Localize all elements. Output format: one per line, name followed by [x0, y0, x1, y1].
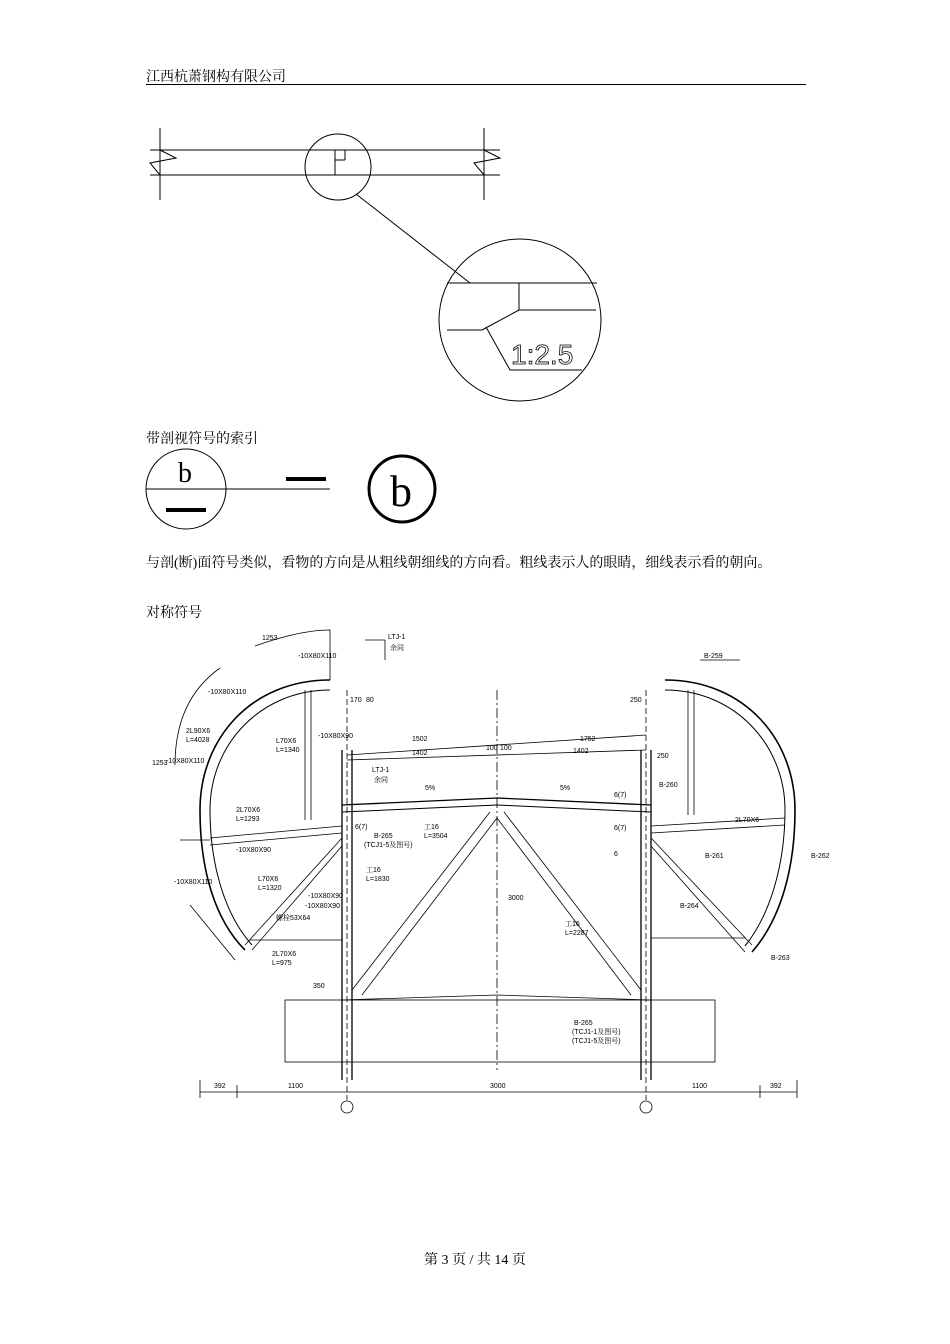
label-angle-2l90: 2L90X6	[186, 728, 211, 735]
label-b265-bot: B-265	[574, 1020, 593, 1027]
label-plate-110-top: -10X80X110	[298, 653, 337, 660]
label-angle-2l70-bot-len: L=975	[272, 960, 292, 967]
label-slope-left: 5%	[425, 785, 436, 792]
company-header: 江西杭萧钢构有限公司	[146, 70, 286, 85]
label-ltj1-mid-sub: 余同	[374, 777, 388, 784]
label-dim-350: 350	[313, 983, 325, 990]
label-ltj1-mid: LTJ-1	[372, 767, 390, 774]
label-angle-2l70-bot: 2L70X6	[272, 951, 297, 958]
label-b260: B-260	[659, 782, 678, 789]
label-plate-110-left1: -10X80X110	[208, 689, 247, 696]
label-i16-right: 工16	[565, 921, 580, 928]
label-dim-3000-vert: 3000	[508, 895, 524, 902]
label-i16-left-len: L=1830	[366, 876, 390, 883]
label-b261: B-261	[705, 853, 724, 860]
label-angle-l70-top-len: L=1340	[276, 747, 300, 754]
label-plate-110-left3: -10X80X110	[174, 879, 213, 886]
label-mark-6-7a: 6(7)	[614, 792, 627, 799]
label-dim-1253: 1253	[262, 635, 278, 642]
label-b259: B-259	[704, 653, 723, 660]
label-dim-1402a: 1402	[412, 750, 428, 757]
label-angle-l70-low: L70X6	[258, 876, 279, 883]
label-dim-392-right: 392	[770, 1083, 782, 1090]
label-angle-l70-low-len: L=1320	[258, 885, 282, 892]
label-mark-6-7b: 6(7)	[614, 825, 627, 832]
label-b264: B-264	[680, 903, 699, 910]
symmetry-caption: 对称符号	[146, 606, 202, 621]
label-angle-2l90-len: L=4028	[186, 737, 210, 744]
label-bolt: 螺栓53X64	[276, 915, 311, 922]
label-ltj1-top-sub: 余同	[390, 645, 404, 652]
label-b265-left-sub: (TCJ1-5及图号)	[364, 842, 413, 849]
label-weld-6: 6	[614, 851, 618, 858]
label-dim-80: 80	[366, 697, 374, 704]
label-plate-90-low1: -10X80X90	[308, 893, 344, 900]
label-plate-90-mid: -10X80X90	[236, 847, 272, 854]
label-dim-1100-left: 1100	[288, 1083, 304, 1090]
label-angle-l70-top: L70X6	[276, 738, 297, 745]
label-plate-90-low2: -10X80X90	[305, 903, 341, 910]
label-angle-2l70-right: 2L70X6	[735, 817, 760, 824]
label-b265-bot-sub1: (TCJ1-1及图号)	[572, 1029, 621, 1036]
label-dim-250b: 250	[657, 753, 669, 760]
label-angle-2l70-mid: 2L70X6	[236, 807, 261, 814]
label-dim-1402b: 1402	[573, 748, 589, 755]
label-dim-250a: 250	[630, 697, 642, 704]
label-dim-100b: 100	[500, 745, 512, 752]
label-mark-6-7c: 6(7)	[355, 824, 368, 831]
symmetry-drawing	[175, 630, 797, 1113]
label-dim-1752: 1752	[580, 736, 596, 743]
detail-scale-label: 1:2.5	[511, 339, 574, 370]
label-slope-right: 5%	[560, 785, 571, 792]
label-dim-1502: 1502	[412, 736, 428, 743]
label-b263: B-263	[771, 955, 790, 962]
label-dim-1253b: 1253	[152, 760, 168, 767]
label-dim-170: 170	[350, 697, 362, 704]
label-plate-110-left2: -10X80X110	[166, 758, 205, 765]
label-dim-392-left: 392	[214, 1083, 226, 1090]
index-letter-left: b	[178, 458, 192, 489]
label-i16-top-len: L=3504	[424, 833, 448, 840]
label-angle-2l70-mid-len: L=1293	[236, 816, 260, 823]
label-b265-bot-sub2: (TCJ1-5及图号)	[572, 1038, 621, 1045]
label-dim-1100-right: 1100	[692, 1083, 708, 1090]
label-dim-100a: 100	[486, 745, 498, 752]
page-footer: 第 3 页 / 共 14 页	[424, 1253, 526, 1268]
section-index-description: 与剖(断)面符号类似，看物的方向是从粗线朝细线的方向看。粗线表示人的眼睛，细线表示看的朝向。	[146, 556, 772, 571]
label-i16-left: 工16	[366, 867, 381, 874]
label-i16-right-len: L=2287	[565, 930, 589, 937]
label-dim-3000: 3000	[490, 1083, 506, 1090]
index-letter-right: b	[390, 467, 412, 516]
label-b265-left: B-265	[374, 833, 393, 840]
label-i16-top: 工16	[424, 824, 439, 831]
label-plate-90-top: -10X80X90	[318, 733, 354, 740]
label-b262: B-262	[811, 853, 830, 860]
label-ltj1-top: LTJ-1	[388, 634, 406, 641]
section-index-caption: 带剖视符号的索引	[146, 432, 258, 447]
